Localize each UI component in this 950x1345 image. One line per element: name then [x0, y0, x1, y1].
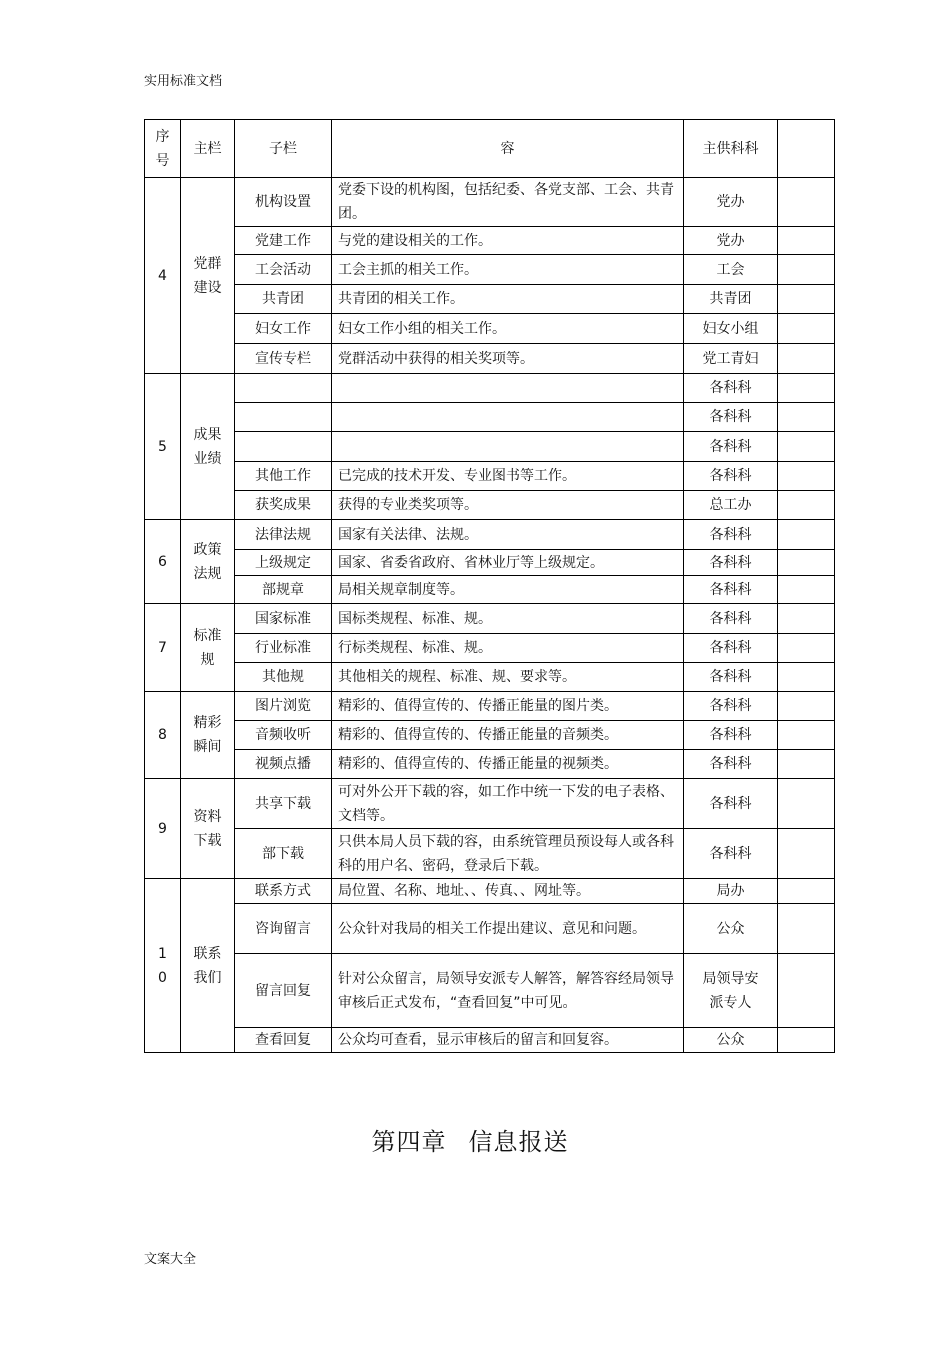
row-sub: 妇女工作: [235, 314, 332, 344]
row-extra: [778, 227, 835, 255]
row-extra: [778, 779, 835, 829]
row-sub: 上级规定: [235, 550, 332, 576]
row-dept: 局办: [684, 879, 778, 904]
row-content: 公众均可查看，显示审核后的留言和回复容。: [332, 1028, 684, 1053]
row-extra: [778, 432, 835, 462]
table-row: [145, 520, 835, 550]
header-seq: 序号: [145, 120, 181, 178]
row-content: 局相关规章制度等。: [332, 576, 684, 604]
row-extra: [778, 403, 835, 432]
page-header: 实用标准文档: [144, 74, 223, 89]
row-content: 与党的建设相关的工作。: [332, 227, 684, 255]
row-extra: [778, 520, 835, 550]
header-main: 主栏: [181, 120, 235, 178]
row-extra: [778, 879, 835, 904]
group-seq: 6: [145, 520, 181, 604]
row-dept: 各科科: [684, 550, 778, 576]
group-seq: 7: [145, 604, 181, 692]
table-row: [145, 634, 835, 663]
row-sub: 国家标准: [235, 604, 332, 634]
table-row: [145, 576, 835, 604]
chapter-number: 第四章: [371, 1128, 447, 1156]
row-content: 精彩的、值得宣传的、传播正能量的视频类。: [332, 750, 684, 779]
row-extra: [778, 750, 835, 779]
row-sub: 视频点播: [235, 750, 332, 779]
row-dept: 各科科: [684, 750, 778, 779]
row-sub: 图片浏览: [235, 692, 332, 721]
group-main: 党群建设: [181, 178, 235, 374]
group-main: 标准规: [181, 604, 235, 692]
group-seq: 10: [145, 879, 181, 1053]
row-content: 局位置、名称、地址、、传真、、网址等。: [332, 879, 684, 904]
row-content: 共青团的相关工作。: [332, 285, 684, 314]
table-row: [145, 1028, 835, 1053]
row-extra: [778, 692, 835, 721]
row-sub: 机构设置: [235, 178, 332, 227]
row-content: 只供本局人员下载的容，由系统管理员预设每人或各科科的用户名、密码，登录后下载。: [332, 829, 684, 879]
row-extra: [778, 550, 835, 576]
row-content: 其他相关的规程、标准、规、要求等。: [332, 663, 684, 692]
table-row: [145, 721, 835, 750]
row-dept: 妇女小组: [684, 314, 778, 344]
table-row: [145, 432, 835, 462]
row-extra: [778, 663, 835, 692]
row-sub: 部下载: [235, 829, 332, 879]
row-content: 工会主抓的相关工作。: [332, 255, 684, 285]
table-row: [145, 403, 835, 432]
row-content: 获得的专业类奖项等。: [332, 491, 684, 520]
table-row: [145, 314, 835, 344]
table-row: [145, 904, 835, 954]
row-content: 党委下设的机构图，包括纪委、各党支部、工会、共青团。: [332, 178, 684, 227]
header-extra: [778, 120, 835, 178]
row-dept: 党办: [684, 178, 778, 227]
content-table: [144, 119, 835, 1053]
row-dept: 党办: [684, 227, 778, 255]
row-dept: 各科科: [684, 374, 778, 403]
row-content: 国家有关法律、法规。: [332, 520, 684, 550]
group-seq: 9: [145, 779, 181, 879]
table-row: [145, 692, 835, 721]
row-dept: 各科科: [684, 520, 778, 550]
table-row: [145, 879, 835, 904]
row-sub: 其他规: [235, 663, 332, 692]
row-dept: 党工青妇: [684, 344, 778, 374]
group-seq: 8: [145, 692, 181, 779]
row-extra: [778, 904, 835, 954]
row-dept: 工会: [684, 255, 778, 285]
row-dept: 总工办: [684, 491, 778, 520]
chapter-title: [0, 1122, 940, 1157]
row-sub: 音频收听: [235, 721, 332, 750]
row-extra: [778, 491, 835, 520]
row-sub: [235, 432, 332, 462]
table-row: [145, 374, 835, 403]
table-row: [145, 227, 835, 255]
row-sub: 行业标准: [235, 634, 332, 663]
row-content: [332, 403, 684, 432]
row-sub: 部规章: [235, 576, 332, 604]
row-sub: 联系方式: [235, 879, 332, 904]
row-content: 可对外公开下载的容，如工作中统一下发的电子表格、文档等。: [332, 779, 684, 829]
page-footer: 文案大全: [144, 1252, 197, 1267]
row-extra: [778, 634, 835, 663]
row-sub: 宣传专栏: [235, 344, 332, 374]
row-dept: 各科科: [684, 692, 778, 721]
row-sub: 共青团: [235, 285, 332, 314]
row-dept: 各科科: [684, 721, 778, 750]
table-row: [145, 663, 835, 692]
group-main: 联系我们: [181, 879, 235, 1053]
row-content: 针对公众留言，局领导安派专人解答，解答容经局领导审核后正式发布，“查看回复”中可见。: [332, 954, 684, 1028]
row-content: [332, 432, 684, 462]
group-main: 成果业绩: [181, 374, 235, 520]
row-dept: 共青团: [684, 285, 778, 314]
row-extra: [778, 721, 835, 750]
row-content: 国标类规程、标准、规。: [332, 604, 684, 634]
group-seq: 4: [145, 178, 181, 374]
row-extra: [778, 374, 835, 403]
row-extra: [778, 604, 835, 634]
table-row: [145, 550, 835, 576]
table-row: [145, 491, 835, 520]
row-sub: [235, 374, 332, 403]
row-sub: [235, 403, 332, 432]
row-content: 已完成的技术开发、专业图书等工作。: [332, 462, 684, 491]
row-dept: 公众: [684, 1028, 778, 1053]
table-row: [145, 462, 835, 491]
row-content: 党群活动中获得的相关奖项等。: [332, 344, 684, 374]
table-row: [145, 604, 835, 634]
row-dept: 各科科: [684, 829, 778, 879]
row-dept: 各科科: [684, 432, 778, 462]
group-main: 政策法规: [181, 520, 235, 604]
group-seq: 5: [145, 374, 181, 520]
row-dept: 各科科: [684, 403, 778, 432]
row-sub: 共享下载: [235, 779, 332, 829]
row-sub: 获奖成果: [235, 491, 332, 520]
table-row: [145, 178, 835, 227]
row-extra: [778, 314, 835, 344]
table-row: [145, 344, 835, 374]
row-dept: 局领导安派专人: [684, 954, 778, 1028]
group-main: 精彩瞬间: [181, 692, 235, 779]
header-dept: 主供科科: [684, 120, 778, 178]
row-sub: 查看回复: [235, 1028, 332, 1053]
row-sub: 留言回复: [235, 954, 332, 1028]
table-row: [145, 750, 835, 779]
row-dept: 各科科: [684, 634, 778, 663]
row-extra: [778, 178, 835, 227]
row-content: 国家、省委省政府、省林业厅等上级规定。: [332, 550, 684, 576]
row-sub: 咨询留言: [235, 904, 332, 954]
table-row: [145, 255, 835, 285]
row-dept: 各科科: [684, 779, 778, 829]
row-sub: 工会活动: [235, 255, 332, 285]
row-extra: [778, 829, 835, 879]
row-content: [332, 374, 684, 403]
row-content: 精彩的、值得宣传的、传播正能量的音频类。: [332, 721, 684, 750]
row-extra: [778, 462, 835, 491]
table-row: [145, 285, 835, 314]
table-header-row: [145, 120, 835, 178]
table-row: [145, 954, 835, 1028]
group-main: 资料下载: [181, 779, 235, 879]
row-extra: [778, 954, 835, 1028]
row-extra: [778, 576, 835, 604]
row-content: 公众针对我局的相关工作提出建议、意见和问题。: [332, 904, 684, 954]
row-sub: 法律法规: [235, 520, 332, 550]
table-row: [145, 779, 835, 829]
row-extra: [778, 285, 835, 314]
row-content: 精彩的、值得宣传的、传播正能量的图片类。: [332, 692, 684, 721]
row-extra: [778, 255, 835, 285]
header-sub: 子栏: [235, 120, 332, 178]
row-sub: 其他工作: [235, 462, 332, 491]
row-dept: 各科科: [684, 576, 778, 604]
row-sub: 党建工作: [235, 227, 332, 255]
row-dept: 各科科: [684, 462, 778, 491]
table-row: [145, 829, 835, 879]
chapter-name: 信息报送: [468, 1128, 569, 1156]
row-dept: 各科科: [684, 604, 778, 634]
row-dept: 公众: [684, 904, 778, 954]
row-extra: [778, 344, 835, 374]
row-content: 妇女工作小组的相关工作。: [332, 314, 684, 344]
row-content: 行标类规程、标准、规。: [332, 634, 684, 663]
row-dept: 各科科: [684, 663, 778, 692]
row-extra: [778, 1028, 835, 1053]
header-content: 容: [332, 120, 684, 178]
